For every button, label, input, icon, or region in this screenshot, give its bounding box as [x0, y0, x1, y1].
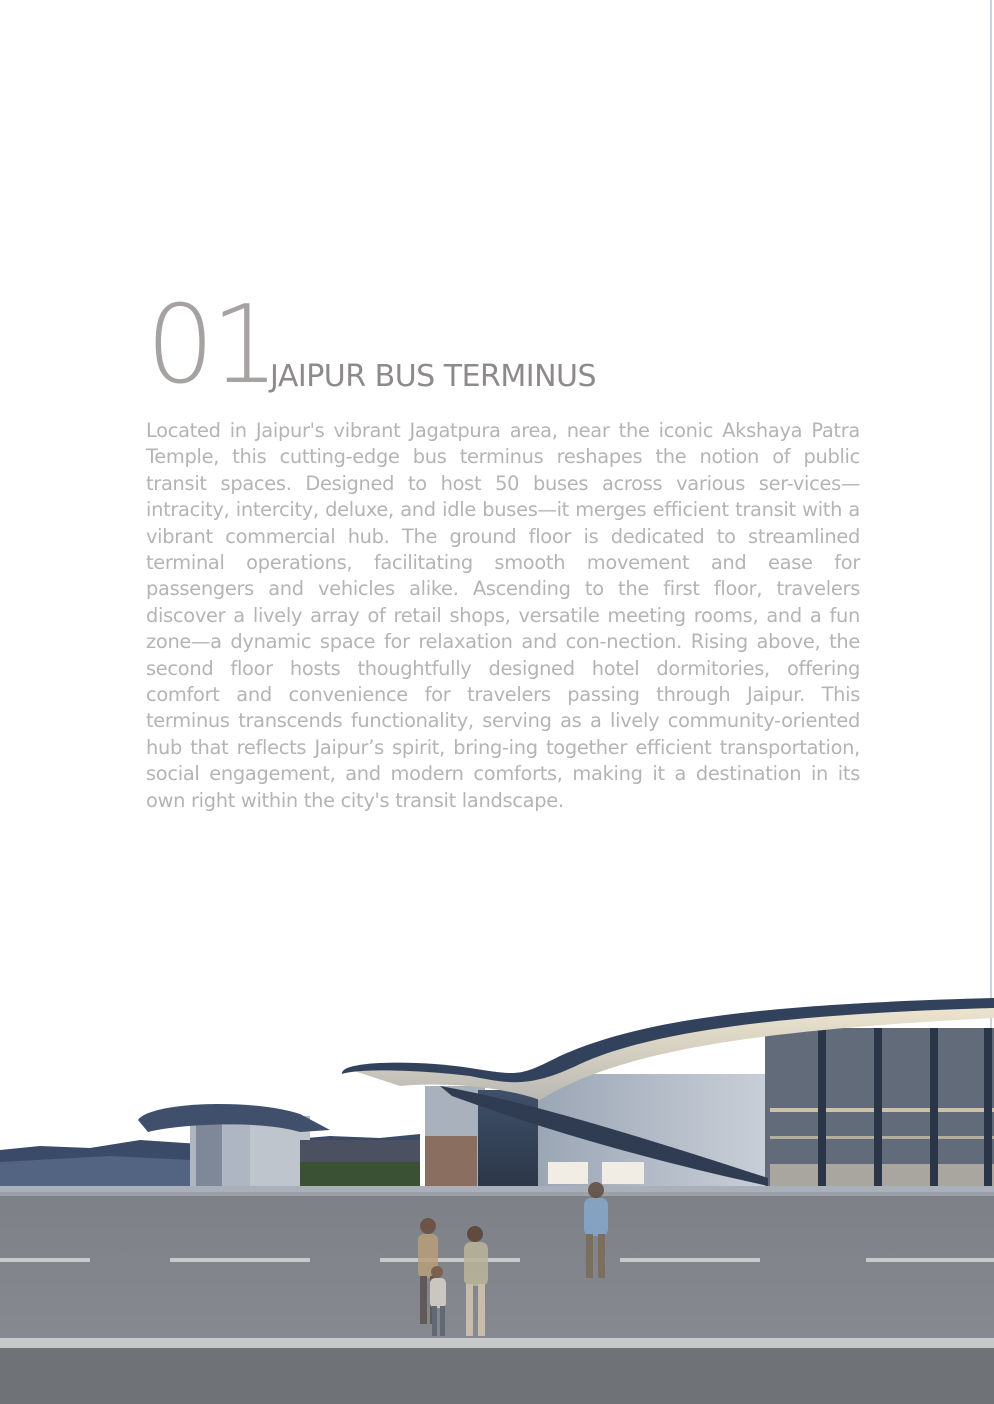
- project-description: Located in Jaipur's vibrant Jagatpura area, near the iconic Akshaya Patra Temple, this cutting-edge bus terminus reshapes the notion of public transit spaces. Designed to host 50 buses across various ser-vices—intracity, intercity, deluxe, and idle buses—it merges efficient transit with a vibrant commercial hub. The ground floor is dedicated to streamlined terminal operations, facilitating smooth movement and ease for passengers and vehicles alike. Ascending to the first floor, travelers discover a lively array of retail shops, versatile meeting rooms, and a fun zone—a dynamic space for relaxation and con-nection. Rising above, the second floor hosts thoughtfully designed hotel dormitories, offering comfort and convenience for travelers passing through Jaipur. This terminus transcends functionality, serving as a lively community-oriented hub that reflects Jaipur’s spirit, bring-ing together efficient transportation, social engagement, and modern comforts, making it a destination in its own right within the city's transit landscape.: [146, 419, 860, 812]
- section-title: JAIPUR BUS TERMINUS: [270, 359, 597, 394]
- terminus-render-image: [0, 990, 994, 1404]
- section-number: 01: [146, 283, 276, 408]
